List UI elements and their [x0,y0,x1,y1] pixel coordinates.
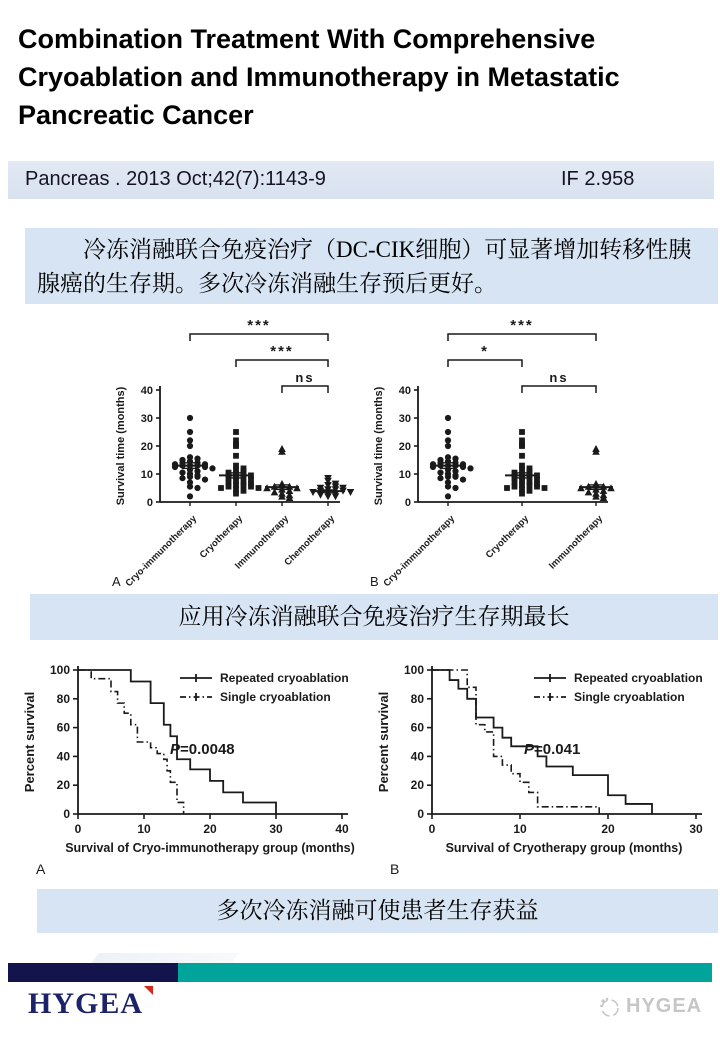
x-axis-label: Survival of Cryo-immunotherapy group (months) [65,841,355,855]
mean-sem [579,485,613,489]
watermark-text: HYGEA [626,995,703,1017]
mean-sem [219,473,253,478]
svg-text:Repeated cryoablation: Repeated cryoablation [220,671,349,685]
sig-bracket-1 [448,343,522,367]
svg-text:20: 20 [398,441,411,453]
svg-text:Cryotherapy: Cryotherapy [197,513,246,561]
svg-text:20: 20 [203,822,217,836]
svg-text:10: 10 [398,469,411,481]
hygea-logo [28,986,153,1021]
svg-text:Cryotherapy: Cryotherapy [483,513,532,561]
svg-text:*: * [481,343,489,360]
svg-text:0: 0 [146,497,153,509]
svg-text:10: 10 [140,469,153,481]
page-title [18,20,712,134]
svg-text:ns: ns [549,370,569,385]
svg-text:0: 0 [74,822,82,836]
svg-text:Cryo-immunotherapy: Cryo-immunotherapy [123,513,200,590]
svg-text:0: 0 [428,822,436,836]
panel-letter: B [370,574,379,589]
group-1 [198,429,262,561]
svg-text:Repeated cryoablation: Repeated cryoablation [574,671,703,685]
svg-text:Immunotherapy: Immunotherapy [546,513,606,572]
title-line-3: Pancreatic Cancer [18,100,254,130]
watermark [598,995,702,1018]
watermark-logo-icon [598,996,620,1018]
svg-text:Cryo-immunotherapy: Cryo-immunotherapy [381,513,458,590]
y-axis-label: Percent survival [376,691,391,793]
hygea-logo-text: HYGEA [28,987,144,1020]
svg-text:40: 40 [335,822,349,836]
title-line-1: Combination Treatment With Comprehensive [18,24,596,54]
svg-text:60: 60 [410,720,424,735]
svg-text:0: 0 [404,497,411,509]
svg-text:ns: ns [295,370,315,385]
impact-factor: IF 2.958 [561,168,635,190]
km-curve-1 [78,670,184,814]
svg-text:30: 30 [689,822,703,836]
group-3 [282,475,354,568]
citation-bar [8,161,714,199]
svg-text:80: 80 [410,691,424,706]
svg-text:***: *** [510,317,534,334]
caption-km: 多次冷冻消融可使患者生存获益 [37,889,718,933]
panel-letter: A [112,574,121,589]
panel-letter: A [36,861,46,877]
footer-bar-teal [178,963,712,982]
km-panel-b [374,656,719,878]
svg-text:30: 30 [398,413,411,425]
svg-text:40: 40 [140,385,153,397]
svg-text:0: 0 [63,807,70,821]
mean-sem [431,463,465,469]
svg-text:***: *** [270,343,294,360]
svg-text:0: 0 [417,807,424,821]
svg-text:***: *** [247,317,271,334]
svg-text:60: 60 [56,720,70,735]
svg-text:100: 100 [403,663,424,677]
svg-text:20: 20 [56,778,70,793]
caption-dotplots: 应用冷冻消融联合免疫治疗生存期最长 [30,594,718,640]
x-axis-label: Survival of Cryotherapy group (months) [445,841,683,855]
axes [399,385,608,509]
y-axis-label: Survival time (months) [373,386,385,506]
summary-box [25,228,718,304]
panel-letter: B [390,861,400,877]
mean-sem [173,463,207,469]
svg-text:40: 40 [398,385,411,397]
mean-sem [505,473,539,478]
mean-sem [311,490,345,492]
sig-bracket-2 [522,370,596,393]
svg-text:80: 80 [56,691,70,706]
svg-text:Single cryoablation: Single cryoablation [574,690,685,704]
svg-text:40: 40 [410,749,424,764]
svg-text:Single cryoablation: Single cryoablation [220,690,331,704]
svg-text:Chemotherapy: Chemotherapy [282,513,338,569]
footer-decoration [91,953,238,963]
sig-bracket-0 [190,317,328,341]
hygea-logo-red-mark [144,986,153,995]
y-axis-label: Survival time (months) [115,386,127,506]
footer-bar-navy [8,963,178,982]
svg-text:40: 40 [56,749,70,764]
dotplot-panel-b [356,318,624,592]
svg-text:100: 100 [49,663,70,677]
group-1 [484,429,548,561]
sig-bracket-0 [448,317,596,341]
svg-text:30: 30 [140,413,153,425]
p-value: P=0.0048 [170,741,235,758]
y-axis-label: Percent survival [22,691,37,793]
svg-text:Immunotherapy: Immunotherapy [232,513,292,572]
mean-sem [265,485,299,489]
sig-bracket-1 [236,343,328,367]
legend [180,671,349,704]
dotplot-panel-a [98,318,356,592]
summary-text: 冷冻消融联合免疫治疗（DC-CIK细胞）可显著增加转移性胰腺癌的生存期。多次冷冻消融生存预后更好。 [37,237,692,296]
sig-bracket-2 [282,370,328,393]
svg-text:30: 30 [269,822,283,836]
svg-text:10: 10 [513,822,527,836]
group-2 [547,445,615,572]
svg-text:10: 10 [137,822,151,836]
title-line-2: Cryoablation and Immunotherapy in Metastatic [18,62,620,92]
citation-reference: Pancreas . 2013 Oct;42(7):1143-9 [25,168,326,190]
km-panel-a [20,656,365,878]
svg-text:20: 20 [410,778,424,793]
svg-text:20: 20 [140,441,153,453]
svg-text:20: 20 [601,822,615,836]
legend [534,671,703,704]
p-value: P=0.041 [524,741,581,758]
